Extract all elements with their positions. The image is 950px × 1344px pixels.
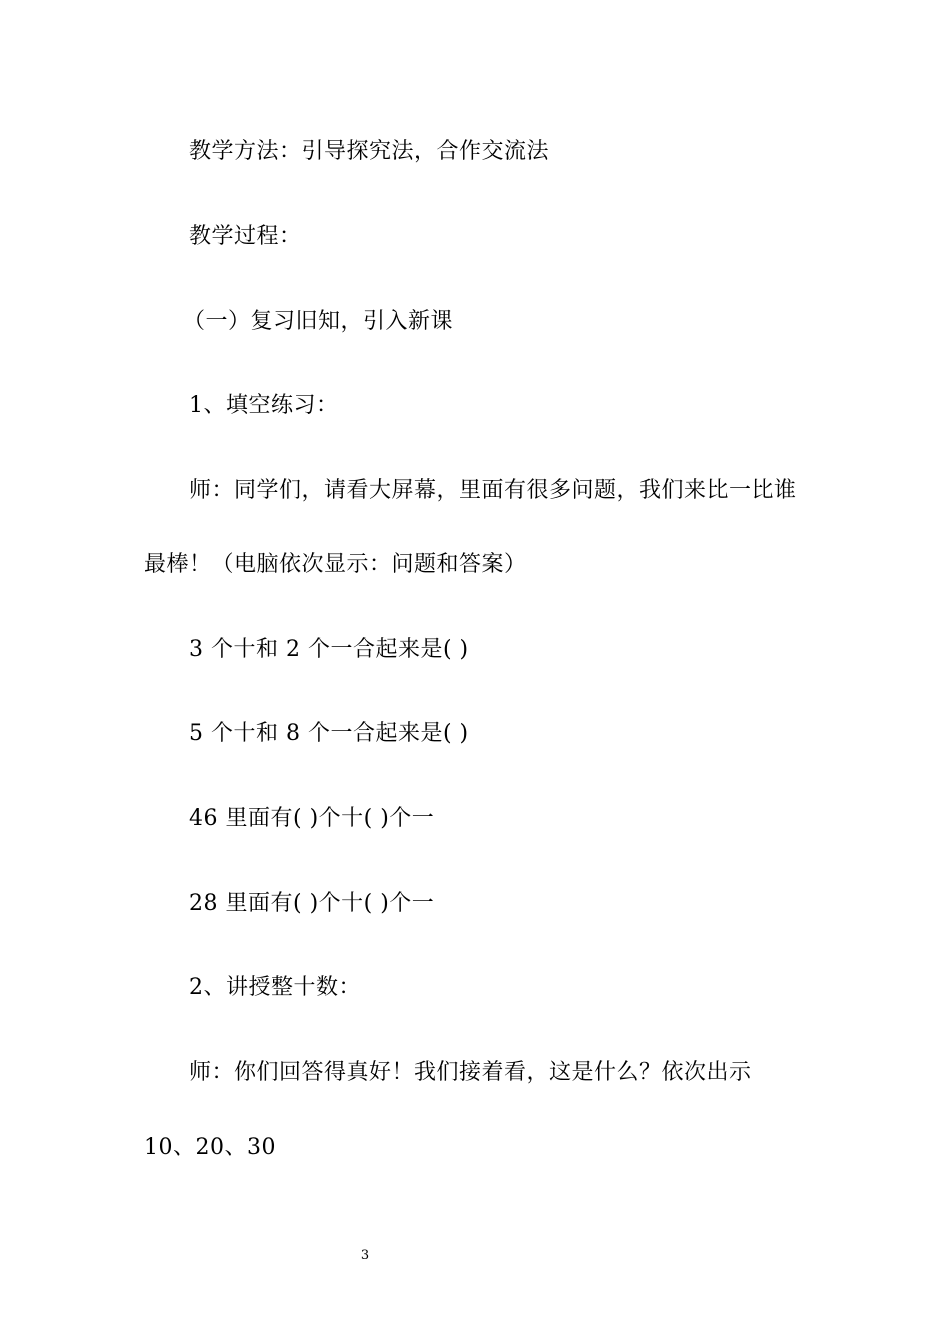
teacher-prompt-line-1: 师：同学们，请看大屏幕，里面有很多问题，我们来比一比谁 xyxy=(189,478,797,503)
teaching-process-heading: 教学过程： xyxy=(189,224,302,249)
teacher-prompt-line-2: 最棒！（电脑依次显示：问题和答案） xyxy=(144,552,527,577)
section-heading-review: （一）复习旧知，引入新课 xyxy=(183,309,454,334)
question-line-4: 28 里面有( )个十( )个一 xyxy=(189,891,435,916)
fill-blank-exercise-heading: 1、填空练习： xyxy=(189,393,339,418)
teacher-praise-line-2: 10、20、30 xyxy=(144,1135,276,1160)
question-line-1: 3 个十和 2 个一合起来是( ) xyxy=(189,637,469,662)
question-line-3: 46 里面有( )个十( )个一 xyxy=(189,806,435,831)
teaching-method-line: 教学方法：引导探究法，合作交流法 xyxy=(189,139,550,164)
page-number: 3 xyxy=(360,1248,370,1263)
teacher-praise-line-1: 师：你们回答得真好！我们接着看，这是什么？依次出示 xyxy=(189,1060,752,1085)
whole-tens-heading: 2、讲授整十数： xyxy=(189,975,361,1000)
question-line-2: 5 个十和 8 个一合起来是( ) xyxy=(189,721,469,746)
